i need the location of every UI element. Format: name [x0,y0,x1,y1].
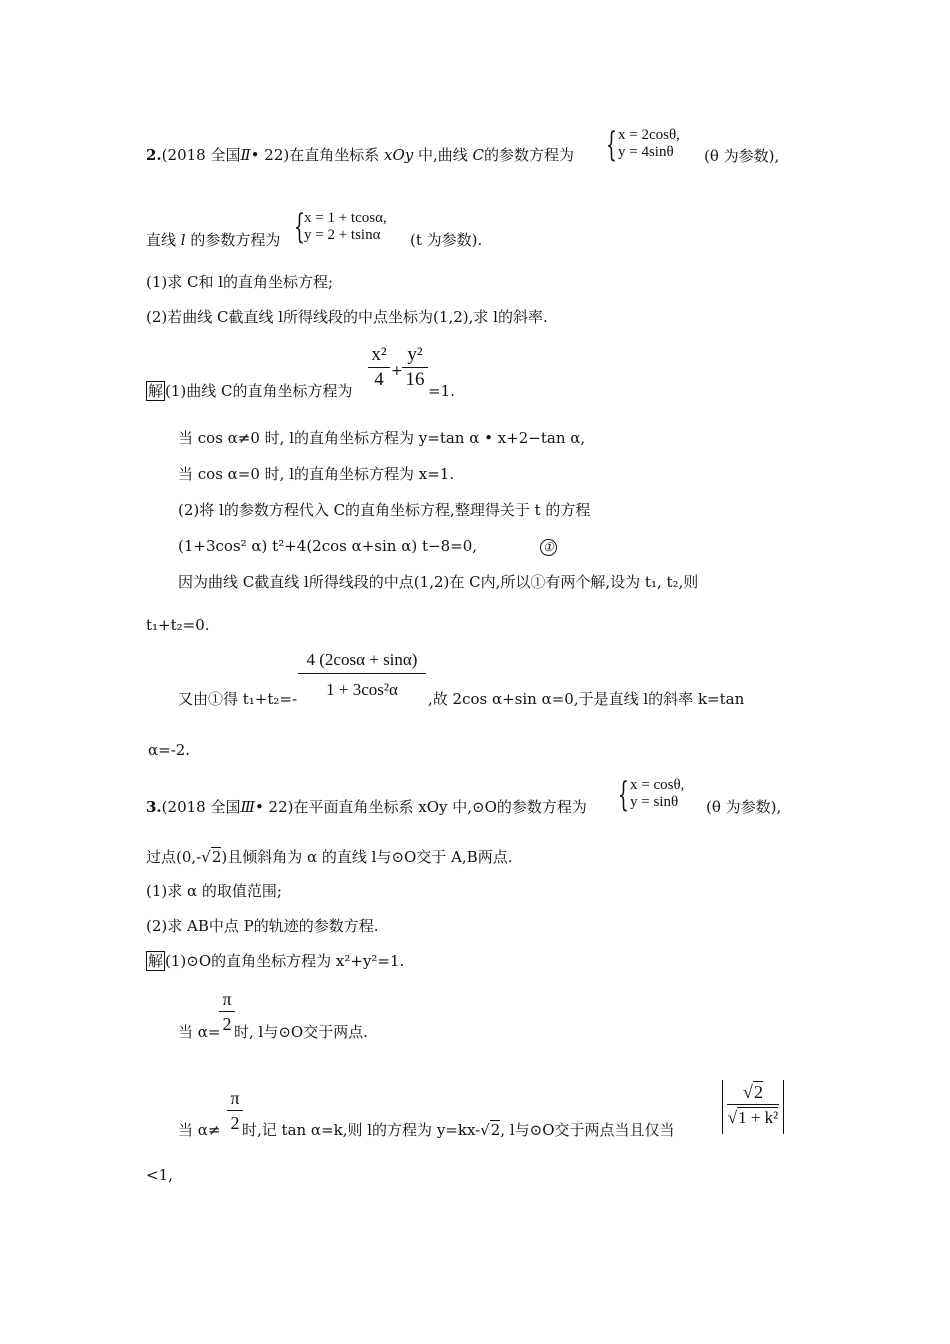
sqrt-radicand: 2 [211,848,222,866]
fraction-y2-16 [402,343,428,392]
equation-marker [540,537,557,556]
equation-l-1: x = 1 + tcosα, [304,210,387,226]
solution-tag: 解 [148,952,164,970]
equation-o-2: y = sinθ [630,794,679,810]
question-2: (2)求 AB中点 P的轨迹的参数方程. [146,917,379,935]
sqrt-radicand: 1 + k² [738,1108,779,1127]
solution-3-line-3-mid: 时,记 tan α=k,则 l的方程为 y=kx-√2, l与⊙O交于两点当且仅当 [242,1121,675,1139]
denominator: 2 [219,1011,235,1036]
text: )且倾斜角为 α 的直线 l与⊙O交于 A,B两点. [221,848,513,866]
solution-2-line-7: t₁+t₂=0. [146,616,210,634]
fraction-sum [298,647,426,704]
question-2: (2)若曲线 C截直线 l所得线段的中点坐标为(1,2),求 l的斜率. [146,308,548,326]
solution-2-line-9: α=-2. [148,741,191,759]
problem-3-header [146,798,587,816]
solution-2-line-3: 当 cos α=0 时, l的直角坐标方程为 x=1. [178,465,455,483]
brace-icon: { [606,125,617,165]
text: 直线 [146,231,181,249]
fraction-sqrt [727,1080,779,1131]
solution-2-line-5: (1+3cos² α) t²+4(2cos α+sin α) t−8=0, [178,537,478,555]
intro-text: • 22)在直角坐标系 [250,146,384,164]
brace-icon: { [294,207,305,247]
equation-c-2: y = 4sinθ [618,144,674,160]
denominator: √1 + k² [727,1104,779,1131]
equation-c-1: x = 2cosθ, [618,127,680,143]
brace-icon: { [618,775,629,815]
solution-3-line-4: <1, [146,1166,173,1184]
equation-o-1: x = cosθ, [630,777,685,793]
solution-2-line-6: 因为曲线 C截直线 l所得线段的中点(1,2)在 C内,所以①有两个解,设为 t₁, t₂,则 [178,573,699,591]
circled-number: ① [540,539,557,556]
source-text: (2018 全国 [161,798,241,816]
numerator: π [230,1088,240,1108]
solution-2-line-8-post: ,故 2cos α+sin α=0,于是直线 l的斜率 k=tan [428,690,745,708]
intro-text: 的参数方程为 [484,146,575,164]
solution-3-line-1 [146,952,404,970]
solution-2-line-4: (2)将 l的参数方程代入 C的直角坐标方程,整理得关于 t 的方程 [178,501,591,519]
plus-sign: + [391,363,403,379]
numerator: y² [407,344,423,365]
solution-3-line-3-pre: 当 α≠ [178,1121,221,1139]
problem-3-line-2: 过点(0,-√2)且倾斜角为 α 的直线 l与⊙O交于 A,B两点. [146,848,513,866]
fraction-pi-2 [219,987,235,1036]
denominator: 4 [368,367,390,392]
numerator: π [222,989,232,1009]
absolute-value-expression [722,1080,784,1134]
text: (1)曲线 C的直角坐标方程为 [165,382,353,400]
intro-text: 中,曲线 [413,146,473,164]
solution-3-line-2-pre: 当 α= [178,1023,221,1041]
problem-2-header [146,146,574,164]
intro-text: • 22)在平面直角坐标系 xOy 中,⊙O的参数方程为 [254,798,587,816]
numerator: √2 [743,1082,763,1102]
curve-name: C [472,146,485,164]
solution-2-line-1 [146,382,353,400]
denominator: 1 + 3cos²α [298,673,426,704]
line-l-text [146,231,280,249]
solution-tag: 解 [148,382,164,400]
equation-l-2: y = 2 + tsinα [304,227,381,243]
text: 时,记 tan α=k,则 l的方程为 y=kx- [242,1121,481,1139]
text: (1)⊙O的直角坐标方程为 x²+y²=1. [165,952,405,970]
denominator: 2 [227,1110,243,1135]
roman-numeral: Ⅱ [240,146,251,164]
param-note: (θ 为参数), [706,798,782,816]
source-text: (2018 全国 [161,146,241,164]
text: 的参数方程为 [185,231,281,249]
sqrt-radicand: 2 [753,1082,763,1102]
text: 过点(0, [146,848,197,866]
question-1: (1)求 C和 l的直角坐标方程; [146,273,334,291]
line-name: l [180,231,186,249]
roman-numeral: Ⅲ [240,798,255,816]
solution-2-line-2: 当 cos α≠0 时, l的直角坐标方程为 y=tan α • x+2−tan α, [178,429,586,447]
problem-number: 2. [146,146,162,164]
param-note: (t 为参数). [410,231,483,249]
numerator: 4 (2cosα + sinα) [306,650,418,669]
text: , l与⊙O交于两点当且仅当 [500,1121,675,1139]
problem-number: 3. [146,798,162,816]
coord-name: xOy [384,146,414,164]
numerator: x² [371,344,387,365]
sqrt-radicand: 2 [490,1121,501,1139]
fraction-x2-4 [368,343,390,392]
question-1: (1)求 α 的取值范围; [146,882,282,900]
solution-2-line-8-pre: 又由①得 t₁+t₂=- [178,690,298,708]
fraction-pi-2 [227,1086,243,1135]
param-note: (θ 为参数), [704,147,780,165]
equals-one: =1. [428,382,455,400]
denominator: 16 [402,367,428,392]
solution-3-line-2-post: 时, l与⊙O交于两点. [234,1023,368,1041]
